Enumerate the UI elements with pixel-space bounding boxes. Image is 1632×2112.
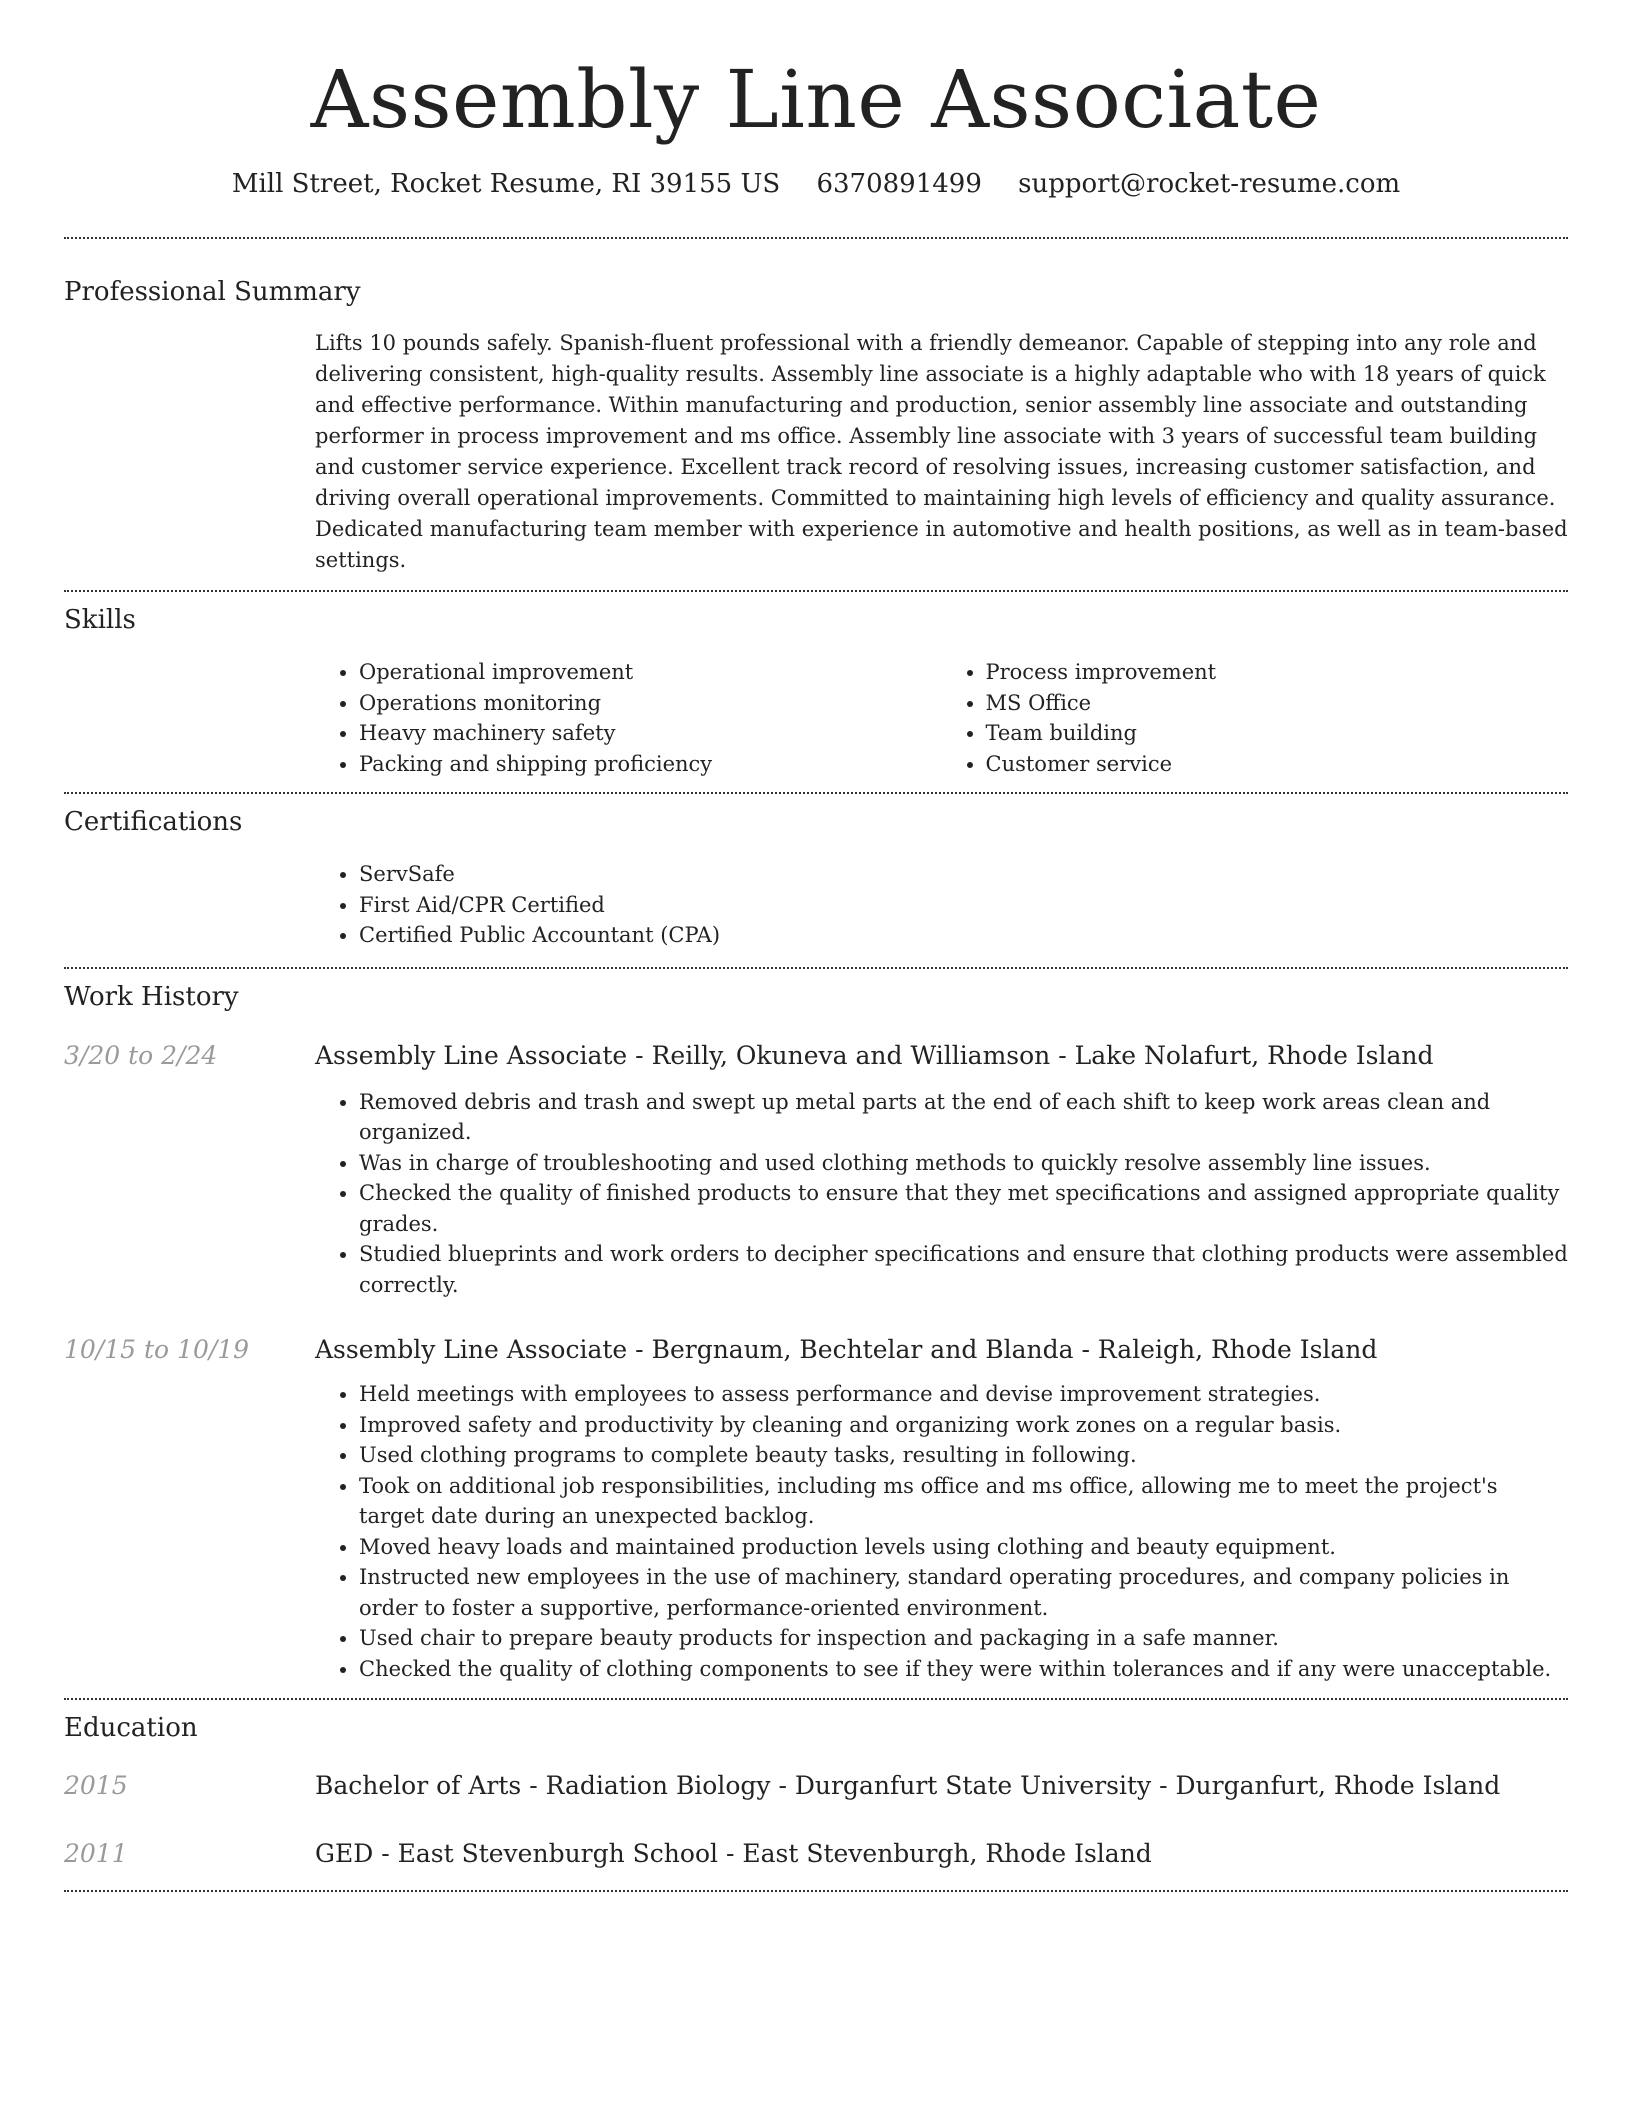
- job-details: [315, 1333, 1568, 1684]
- list-item: • Held meetings with employees to assess performance and devise improvement strategies.: [359, 1379, 1568, 1410]
- education-details: Bachelor of Arts - Radiation Biology - Durganfurt State University - Durganfurt, Rhode Island: [315, 1771, 1501, 1800]
- section-title-education: Education: [64, 1713, 198, 1743]
- certifications-list: [315, 859, 1568, 951]
- skills-column-right: [942, 657, 1569, 779]
- list-item: • Took on additional job responsibilities, including ms office and ms office, allowing me to meet the project's target date during an unexpected backlog.: [359, 1471, 1568, 1532]
- divider: [64, 237, 1568, 239]
- list-item: • Heavy machinery safety: [359, 718, 942, 749]
- job-entry: [64, 1039, 1568, 1301]
- education-entry: [64, 1837, 1568, 1871]
- section-title-summary: Professional Summary: [64, 277, 361, 307]
- section-title-skills: Skills: [64, 605, 136, 635]
- list-item: • First Aid/CPR Certified: [359, 890, 1568, 921]
- education-section: [64, 1711, 1568, 1871]
- job-bullets: [315, 1379, 1568, 1684]
- summary-text: Lifts 10 pounds safely. Spanish-fluent professional with a friendly demeanor. Capable of stepping into any role and delivering consistent, high-quality results. Assembly line associate is a highly adaptable who with 18 years of quick and effective performance. Within manufacturing and production, senior assembly line associate and outstanding performer in process improvement and ms office. Assembly line associate with 3 years of successful team building and customer service experience. Excellent track record of resolving issues, increasing customer satisfaction, and driving overall operational improvements. Committed to maintaining high levels of efficiency and quality assurance. Dedicated manufacturing team member with experience in automotive and health positions, as well as in team-based settings.: [315, 331, 1568, 572]
- list-item: • Packing and shipping proficiency: [359, 749, 942, 780]
- resume-page: [64, 0, 1568, 1892]
- divider: [64, 1698, 1568, 1700]
- education-details: GED - East Stevenburgh School - East Stevenburgh, Rhode Island: [315, 1839, 1152, 1868]
- list-item: • Team building: [986, 718, 1569, 749]
- divider: [64, 590, 1568, 592]
- education-year: 2015: [64, 1771, 128, 1800]
- list-item: • Customer service: [986, 749, 1569, 780]
- job-entry: [64, 1333, 1568, 1684]
- divider: [64, 1890, 1568, 1892]
- contact-line: [64, 166, 1568, 202]
- education-entry: [64, 1769, 1568, 1803]
- email: support@rocket-resume.com: [1018, 169, 1401, 199]
- work-history-section: [64, 980, 1568, 1685]
- list-item: • Checked the quality of clothing components to see if they were within tolerances and if any were unacceptable.: [359, 1654, 1568, 1685]
- skills-section: [64, 603, 1568, 779]
- skills-list: [315, 657, 1568, 779]
- job-dates: 10/15 to 10/19: [64, 1335, 250, 1364]
- divider: [64, 967, 1568, 969]
- list-item: • Process improvement: [986, 657, 1569, 688]
- certifications-section: [64, 805, 1568, 951]
- divider: [64, 792, 1568, 794]
- list-item: • Instructed new employees in the use of machinery, standard operating procedures, and company policies in order to foster a supportive, performance-oriented environment.: [359, 1562, 1568, 1623]
- section-title-certifications: Certifications: [64, 807, 243, 837]
- list-item: • Certified Public Accountant (CPA): [359, 920, 1568, 951]
- job-details: [315, 1039, 1568, 1301]
- phone: 6370891499: [816, 169, 982, 199]
- summary-section: [64, 275, 1568, 576]
- candidate-name: Assembly Line Associate: [310, 53, 1322, 146]
- list-item: • Operations monitoring: [359, 688, 942, 719]
- job-bullets: [315, 1087, 1568, 1301]
- job-title: Assembly Line Associate - Reilly, Okuneva and Williamson - Lake Nolafurt, Rhode Island: [315, 1040, 1434, 1070]
- job-dates: 3/20 to 2/24: [64, 1040, 218, 1070]
- list-item: • Moved heavy loads and maintained production levels using clothing and beauty equipment.: [359, 1532, 1568, 1563]
- education-year: 2011: [64, 1839, 128, 1868]
- summary-body: [315, 328, 1568, 576]
- list-item: • Checked the quality of finished products to ensure that they met specifications and assigned appropriate quality grades.: [359, 1178, 1568, 1239]
- list-item: • Was in charge of troubleshooting and used clothing methods to quickly resolve assembly line issues.: [359, 1148, 1568, 1179]
- list-item: • MS Office: [986, 688, 1569, 719]
- list-item: • Studied blueprints and work orders to decipher specifications and ensure that clothing products were assembled correctly.: [359, 1239, 1568, 1300]
- list-item: • Used chair to prepare beauty products for inspection and packaging in a safe manner.: [359, 1623, 1568, 1654]
- list-item: • ServSafe: [359, 859, 1568, 890]
- address: Mill Street, Rocket Resume, RI 39155 US: [231, 169, 781, 199]
- skills-column-left: [315, 657, 942, 779]
- list-item: • Operational improvement: [359, 657, 942, 688]
- list-item: • Improved safety and productivity by cleaning and organizing work zones on a regular basis.: [359, 1410, 1568, 1441]
- list-item: • Used clothing programs to complete beauty tasks, resulting in following.: [359, 1440, 1568, 1471]
- section-title-work: Work History: [64, 981, 239, 1012]
- job-title: Assembly Line Associate - Bergnaum, Bechtelar and Blanda - Raleigh, Rhode Island: [315, 1335, 1378, 1364]
- list-item: • Removed debris and trash and swept up metal parts at the end of each shift to keep work areas clean and organized.: [359, 1087, 1568, 1148]
